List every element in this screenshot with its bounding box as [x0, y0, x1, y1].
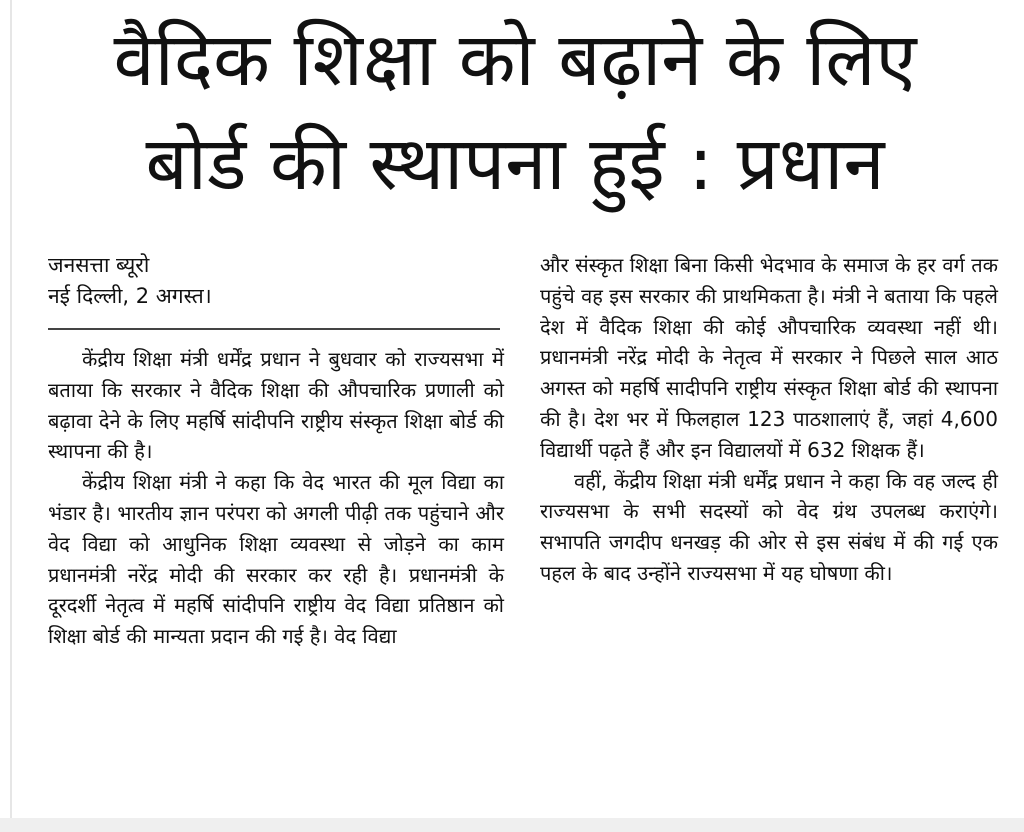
headline-line-1: वैदिक शिक्षा को बढ़ाने के लिए [113, 17, 917, 103]
article-paragraph: और संस्कृत शिक्षा बिना किसी भेदभाव के समाज के हर वर्ग तक पहुंचे वह इस सरकार की प्राथमिकता है। मंत्री ने बताया कि पहले देश में वैदिक शिक्षा की कोई औपचारिक व्यवस्था नहीं थी। प्रधानमंत्री नरेंद्र मोदी के नेतृत्व में सरकार ने पिछले साल आठ अगस्त को महर्षि सादीपनि राष्ट्रीय संस्कृत शिक्षा बोर्ड की स्थापना की है। देश भर में फिलहाल 123 पाठशालाएं हैं, जहां 4,600 विद्यार्थी पढ़ते हैं और इन विद्यालयों में 632 शिक्षक हैं। [540, 253, 998, 462]
page-edge-rule [10, 0, 12, 832]
article-paragraph: वहीं, केंद्रीय शिक्षा मंत्री धर्मेंद्र प्रधान ने कहा कि वह जल्द ही राज्यसभा के सभी सदस्यों को वेद ग्रंथ उपलब्ध कराएंगे। सभापति जगदीप धनखड़ की ओर से इस संबंध में की गई एक पहल के बाद उन्होंने राज्यसभा में यह घोषणा की। [540, 468, 998, 585]
headline-line-2: बोर्ड की स्थापना हुई : प्रधान [145, 121, 885, 207]
byline [48, 250, 504, 312]
byline-dateline: नई दिल्ली, 2 अगस्त। [48, 284, 212, 308]
article-paragraph: केंद्रीय शिक्षा मंत्री ने कहा कि वेद भारत की मूल विद्या का भंडार है। भारतीय ज्ञान परंपरा को अगली पीढ़ी तक पहुंचाने और वेद विद्या को आधुनिक शिक्षा व्यवस्था से जोड़ने का काम प्रधानमंत्री नरेंद्र मोदी की सरकार कर रही है। प्रधानमंत्री के दूरदर्शी नेतृत्व में महर्षि सांदीपनि राष्ट्रीय वेद विद्या प्रतिष्ठान को शिक्षा बोर्ड की मान्यता प्रदान की गई है। वेद विद्या [48, 470, 504, 649]
article-column-left [48, 250, 504, 652]
article-paragraph: केंद्रीय शिक्षा मंत्री धर्मेंद्र प्रधान ने बुधवार को राज्यसभा में बताया कि सरकार ने वैदिक शिक्षा की औपचारिक प्रणाली को बढ़ावा देने के लिए महर्षि सांदीपनि राष्ट्रीय संस्कृत शिक्षा बोर्ड की स्थापना की है। [48, 347, 504, 464]
bottom-margin [0, 818, 1024, 832]
article-column-right [540, 250, 998, 589]
byline-divider [48, 328, 500, 330]
headline [30, 8, 1000, 216]
byline-source: जनसत्ता ब्यूरो [48, 253, 150, 277]
